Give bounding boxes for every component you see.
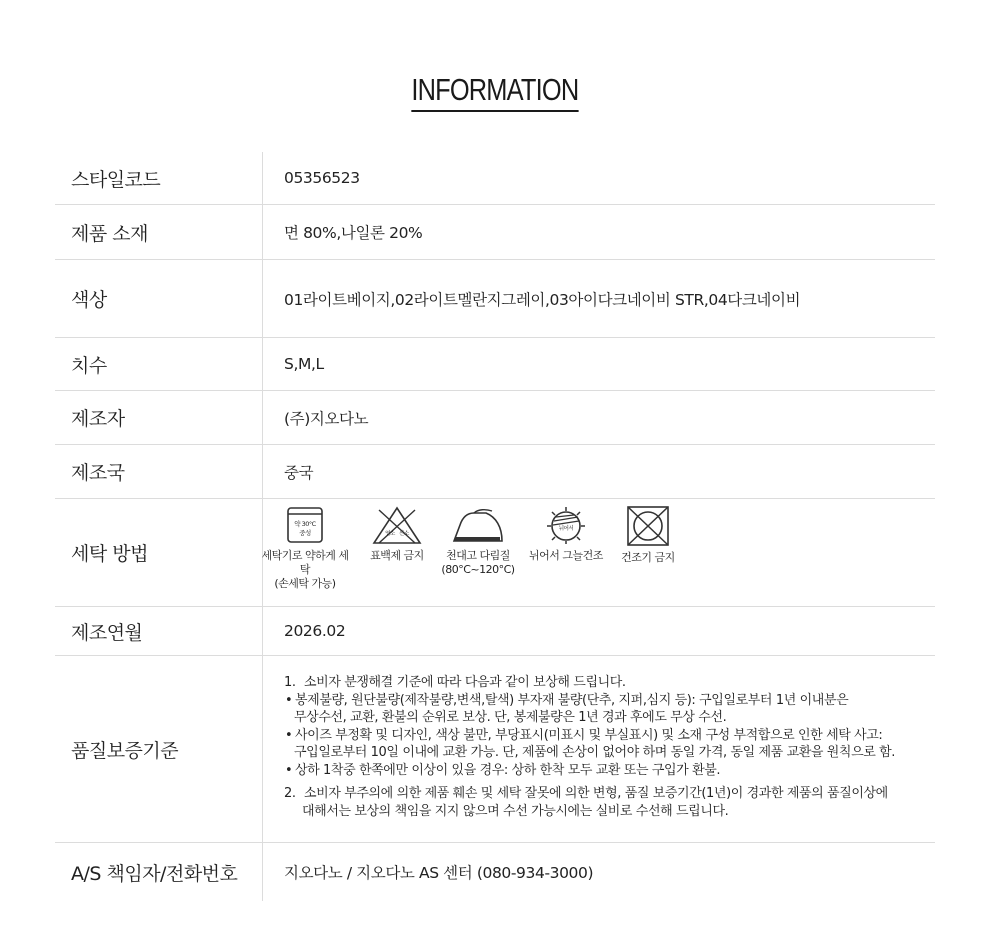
row-size [55, 338, 935, 391]
wash-caption: 표백제 금지 [370, 549, 424, 562]
row-label: 제조국 [55, 445, 263, 498]
quality-line: 소비자 분쟁해결 기준에 따라 다음과 같이 보상해 드립니다. [304, 675, 626, 690]
wash-item [259, 505, 351, 591]
row-label: 품질보증기준 [55, 656, 263, 842]
row-label: 치수 [55, 338, 263, 390]
row-label: A/S 책임자/전화번호 [55, 843, 263, 901]
row-value: 중국 [284, 463, 314, 482]
row-value: S,M,L [284, 355, 324, 373]
info-table [55, 152, 935, 901]
row-color [55, 260, 935, 338]
no-tumble-dry-icon [626, 505, 670, 547]
quality-text [263, 656, 935, 842]
wash-caption-sub: (손세탁 가능) [274, 577, 336, 590]
list-number: 2. [284, 786, 296, 801]
quality-bullet [284, 692, 935, 710]
bleach-chlorine-text: 염소 [385, 531, 395, 537]
row-value: 면 80%,나일론 20% [284, 224, 423, 242]
row-value: (주)지오다노 [284, 409, 369, 428]
washing-icons [263, 499, 935, 606]
row-value: 01라이트베이지,02라이트멜란지그레이,03아이다크네이비 STR,04다크네이비 [284, 290, 801, 309]
row-label: 색상 [55, 260, 263, 337]
wash-caption: 세탁기로 약하게 세탁 [261, 549, 349, 576]
page-title-wrap [0, 72, 990, 112]
bullet-mark: • [285, 692, 293, 708]
row-manufacturer [55, 391, 935, 445]
row-label: 제조자 [55, 391, 263, 444]
list-number: 1. [284, 675, 296, 690]
wash-item [367, 505, 427, 591]
bullet-mark: • [285, 762, 293, 778]
row-label: 제품 소재 [55, 205, 263, 259]
row-style-code [55, 152, 935, 205]
page-title: INFORMATION [411, 72, 578, 112]
row-country [55, 445, 935, 499]
row-material [55, 205, 935, 260]
row-value: 05356523 [284, 169, 360, 187]
quality-line: 대해서는 보상의 책임을 지지 않으며 수선 가능시에는 실비로 수선해 드립니다. [302, 803, 729, 819]
row-label: 제조연월 [55, 607, 263, 655]
wash-caption: 뉘어서 그늘건조 [529, 549, 603, 562]
wash-neutral-text: 중성 [299, 529, 311, 537]
wash-caption-sub: (80°C~120°C) [441, 563, 515, 576]
quality-line: 상하 1착중 한쪽에만 이상이 있을 경우: 상하 한착 모두 교환 또는 구입가 환불. [295, 762, 721, 778]
quality-line: 소비자 부주의에 의한 제품 훼손 및 세탁 잘못에 의한 변형, 품질 보증기간(1년)이 경과한 제품의 품질이상에 [304, 786, 888, 801]
wash-temp-text: 약 30°C [294, 520, 316, 528]
quality-item-2 [284, 785, 935, 803]
wash-caption: 천대고 다림질 [446, 549, 510, 562]
quality-item-1 [284, 674, 935, 692]
quality-bullet [284, 727, 935, 745]
wash-item [617, 505, 679, 591]
quality-bullet [284, 762, 935, 780]
iron-icon [450, 505, 506, 545]
dry-icon-text: 뉘어서 [558, 526, 574, 532]
dry-flat-shade-icon [544, 505, 588, 545]
row-label: 스타일코드 [55, 152, 263, 204]
wash-item [441, 505, 515, 591]
row-value: 지오다노 / 지오다노 AS 센터 (080-934-3000) [284, 864, 594, 882]
quality-line: 사이즈 부정확 및 디자인, 색상 불만, 부당표시(미표시 및 부실표시) 및 소재 구성 부적합으로 인한 세탁 사고: [295, 727, 883, 743]
quality-line: 봉제불량, 원단불량(제작불량,변색,탈색) 부자재 불량(단추, 지퍼,심지 등): 구입일로부터 1년 이내분은 [295, 692, 849, 708]
quality-line: 구입일로부터 10일 이내에 교환 가능. 단, 제품에 손상이 없어야 하며 동일 가격, 동일 제품 교환을 원칙으로 함. [294, 745, 896, 760]
row-date [55, 607, 935, 656]
wash-caption: 건조기 금지 [621, 551, 675, 564]
quality-line: 무상수선, 교환, 환불의 순위로 보상. 단, 봉제불량은 1년 경과 후에도 무상 수선. [294, 710, 727, 725]
row-quality [55, 656, 935, 843]
wash-tub-icon [285, 505, 325, 545]
row-label: 세탁 방법 [55, 499, 263, 606]
row-washing [55, 499, 935, 607]
wash-item [527, 505, 605, 591]
row-value: 2026.02 [284, 622, 346, 640]
row-as [55, 843, 935, 901]
bullet-mark: • [285, 727, 293, 743]
no-bleach-icon [371, 505, 423, 545]
bleach-oxygen-text: 산소 [399, 531, 409, 537]
